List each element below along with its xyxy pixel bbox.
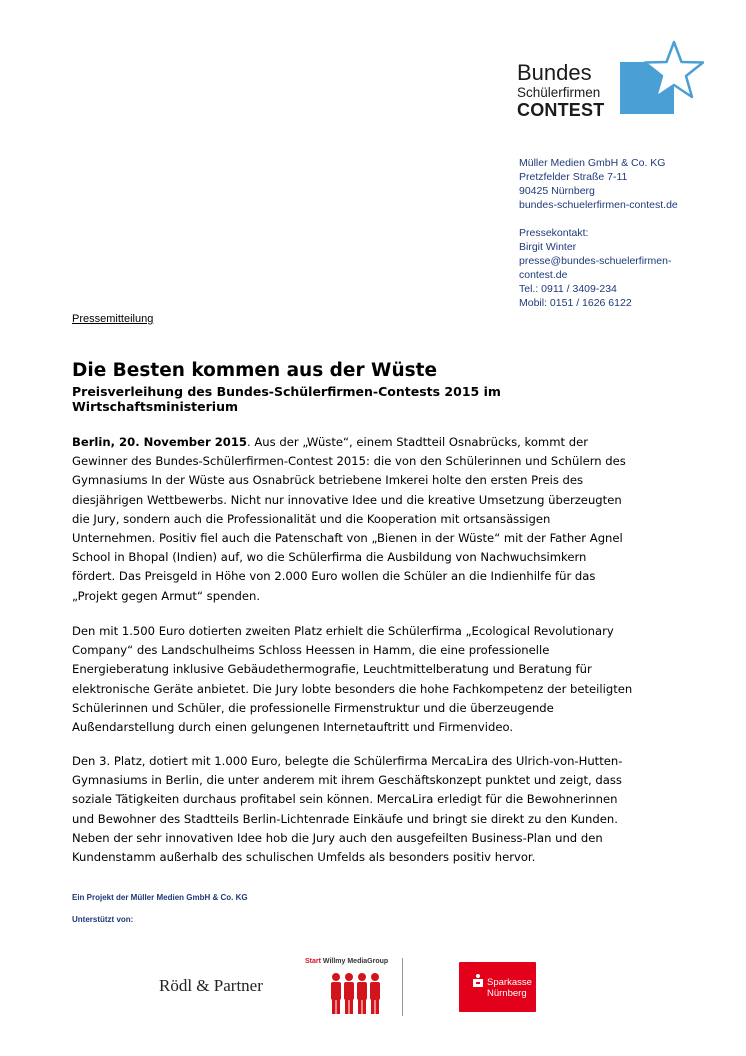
paragraph-1-line: Gewinner des Bundes-Schülerfirmen-Contest 2015: die von den Schülerinnen und Schülern des <box>72 454 626 469</box>
sparkasse-name: Sparkasse <box>487 977 532 988</box>
company-website[interactable]: bundes-schuelerfirmen-contest.de <box>519 199 678 211</box>
logo-text-bundes: Bundes <box>517 60 592 85</box>
paragraph-1-line: die Jury, sondern auch die Professionalität und die Kooperation mit ortsansässigen <box>72 511 551 526</box>
paragraph-2-line: Energieberatung inklusive Gebäudethermografie, Leuchtmittelberatung und Beratung für <box>72 662 592 677</box>
willmy-mediagroup-logo <box>305 958 405 1018</box>
paragraph-2-line: Außendarstellung durch einen gelungenen Internetauftritt und Firmenvideo. <box>72 720 514 735</box>
paragraph-1-line: Gymnasiums In der Wüste aus Osnabrück betriebene Imkerei holte den ersten Preis des <box>72 473 584 488</box>
company-name: Müller Medien GmbH & Co. KG <box>519 157 666 169</box>
supported-by-label: Unterstützt von: <box>72 915 134 924</box>
paragraph-1-line: Berlin, 20. November 2015. Aus der „Wüste“, einem Stadtteil Osnabrücks, kommt der <box>72 435 588 449</box>
paragraph-2 <box>72 622 662 737</box>
page-subtitle: Preisverleihung des Bundes-Schülerfirmen-Contests 2015 im Wirtschaftsministerium <box>72 384 501 414</box>
paragraph-3-line: und Bewohner des Stadtteils Berlin-Lichtenrade Einkäufe und bringt sie direkt zu den Kunden. <box>72 811 618 826</box>
roedl-partner-logo: Rödl & Partner <box>159 976 263 995</box>
press-contact-name: Birgit Winter <box>519 241 577 253</box>
paragraph-1 <box>72 433 662 606</box>
paragraph-2-line: Schülerinnen und Schüler, die professionelle Firmenstruktur und die überzeugende <box>72 700 554 715</box>
divider <box>402 958 403 1016</box>
paragraph-3-line: Kundenstamm außerhalb des schulischen Umfelds als besonders positiv hervor. <box>72 850 536 865</box>
paragraph-2-line: Company“ des Landschulheims Schloss Heessen in Hamm, die eine professionelle <box>72 643 550 658</box>
sparkasse-s-icon <box>473 974 483 988</box>
contest-logo <box>515 40 705 126</box>
paragraph-3-line: Gymnasiums in Berlin, die unter anderem mit ihrem Geschäftskonzept punktet und zeigt, dass <box>72 773 622 788</box>
project-note: Ein Projekt der Müller Medien GmbH & Co. KG <box>72 893 248 902</box>
star-logo-icon <box>618 40 704 126</box>
paragraph-3-line: Den 3. Platz, dotiert mit 1.000 Euro, belegte die Schülerfirma MercaLira des Ulrich-von-Hutten- <box>72 754 623 768</box>
paragraph-2-line: elektronische Geräte anbietet. Die Jury lobte besonders die hohe Fachkompetenz der beteiligten <box>72 681 633 696</box>
press-contact-email[interactable]: presse@bundes-schuelerfirmen- <box>519 255 672 267</box>
company-city: 90425 Nürnberg <box>519 185 595 197</box>
sparkasse-nuernberg-logo <box>459 962 536 1012</box>
willmy-start-text: Start <box>305 958 321 965</box>
logo-text-schuelerfirmen: Schülerfirmen <box>517 85 601 100</box>
paragraph-3-line: Neben der sehr innovativen Idee hob die Jury auch den ausgefeilten Business-Plan und den <box>72 830 603 845</box>
paragraph-3-line: soziale Tätigkeiten durchaus profitabel sein können. MercaLira erledigt für die Bewohnerinnen <box>72 792 618 807</box>
company-street: Pretzfelder Straße 7-11 <box>519 171 628 183</box>
dateline: Berlin, 20. November 2015 <box>72 435 247 449</box>
willmy-name-text: Willmy MediaGroup <box>322 958 389 965</box>
logo-text-contest: CONTEST <box>517 100 605 120</box>
press-contact-email-cont[interactable]: contest.de <box>519 269 568 281</box>
people-figures-icon <box>329 972 383 1016</box>
paragraph-1-line: Unternehmen. Positiv fiel auch die Patenschaft von „Bienen in der Wüste“ mit der Father Agnel <box>72 531 623 546</box>
press-contact-phone: Tel.: 0911 / 3409-234 <box>519 283 617 295</box>
press-contact-label: Pressekontakt: <box>519 227 589 239</box>
paragraph-2-line: Den mit 1.500 Euro dotierten zweiten Platz erhielt die Schülerfirma „Ecological Revolutionary <box>72 624 614 638</box>
paragraph-1-line: diesjährigen Wettbewerbs. Nicht nur innovative Idee und die kreative Umsetzung überzeugten <box>72 492 622 507</box>
press-contact <box>519 226 671 310</box>
paragraph-3 <box>72 752 662 867</box>
press-contact-mobile: Mobil: 0151 / 1626 6122 <box>519 297 632 309</box>
paragraph-1-line: „Projekt gegen Armut“ spenden. <box>72 588 261 603</box>
sparkasse-city: Nürnberg <box>487 988 527 999</box>
page-title: Die Besten kommen aus der Wüste <box>72 360 438 381</box>
paragraph-1-line: fördert. Das Preisgeld in Höhe von 2.000 Euro wollen die Schüler an die Indienhilfe für das <box>72 569 596 584</box>
company-address <box>519 156 678 212</box>
paragraph-1-line: School in Bhopal (Indien) auf, wo die Schülerfirma die Ausbildung von Nachwuchsimkern <box>72 550 587 565</box>
document-type-label: Pressemitteilung <box>72 313 154 325</box>
